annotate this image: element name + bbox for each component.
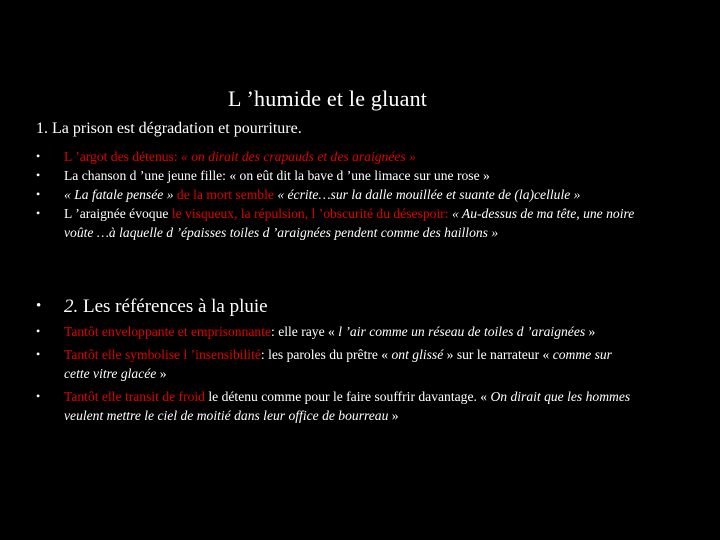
item-text: : les paroles du prêtre « [260, 347, 392, 362]
bullet-icon: • [36, 206, 41, 220]
item-quote: comme sur cette vitre glacée [64, 347, 612, 381]
section-heading-2 [36, 296, 268, 318]
item-text: La chanson d ’une jeune fille: « on eût dit la bave d ’une limace sur une rose » [64, 168, 490, 183]
slide-title: L ’humide et le gluant [228, 86, 428, 111]
item-text: » [585, 324, 596, 339]
bullet-icon: • [36, 187, 41, 201]
item-text: » [388, 408, 399, 423]
item-text-highlight: le visqueux, la répulsion, l ’obscurité du désespoir: [171, 206, 452, 221]
bullet-icon: • [36, 347, 41, 361]
bullet-icon: • [36, 298, 42, 314]
item-quote: « on dirait des crapauds et des araignées » [181, 149, 416, 164]
item-quote: On dirait que les hommes veulent mettre le ciel de moitié dans leur office de bourreau [64, 389, 631, 423]
item-text-highlight: de la mort semble [173, 187, 278, 202]
item-text-highlight: Tantôt elle transit de froid [64, 389, 205, 404]
item-quote: « La fatale pensée » [64, 187, 174, 202]
item-text: L ’araignée évoque [64, 206, 172, 221]
list-item [36, 147, 636, 166]
section-text: Les références à la pluie [78, 296, 268, 317]
bullet-list-2 [36, 322, 636, 425]
item-quote: ont glissé [391, 347, 444, 362]
bullet-list-1 [36, 147, 636, 242]
item-text: le détenu comme pour le faire souffrir davantage. « [204, 389, 491, 404]
bullet-icon: • [36, 389, 41, 403]
bullet-icon: • [36, 324, 41, 338]
item-text: » [156, 366, 167, 381]
item-quote: « écrite…sur la dalle mouillée et suante de (la)cellule » [277, 187, 581, 202]
item-text: : elle raye « [271, 324, 339, 339]
list-item [36, 204, 636, 242]
item-text-highlight: Tantôt enveloppante et emprisonnante [64, 324, 272, 339]
item-text-highlight: Tantôt elle symbolise l ’insensibilité [64, 347, 261, 362]
item-quote: l ’air comme un réseau de toiles d ’araignées [338, 324, 586, 339]
list-item [36, 322, 636, 341]
bullet-icon: • [36, 168, 41, 182]
list-item [36, 185, 636, 204]
bullet-icon: • [36, 149, 41, 163]
section-number: 2. [64, 296, 79, 317]
item-text-highlight: L ’argot des détenus: [64, 149, 182, 164]
list-item [36, 166, 636, 185]
list-item [36, 387, 636, 425]
item-quote: « Au-dessus de ma tête, une noire voûte …à laquelle d ’épaisses toiles d ’araignées pendent comme des haillons » [64, 206, 635, 240]
item-text: » sur le narrateur « [443, 347, 553, 362]
section-heading-1: 1. La prison est dégradation et pourriture. [36, 120, 302, 137]
list-item [36, 345, 636, 383]
